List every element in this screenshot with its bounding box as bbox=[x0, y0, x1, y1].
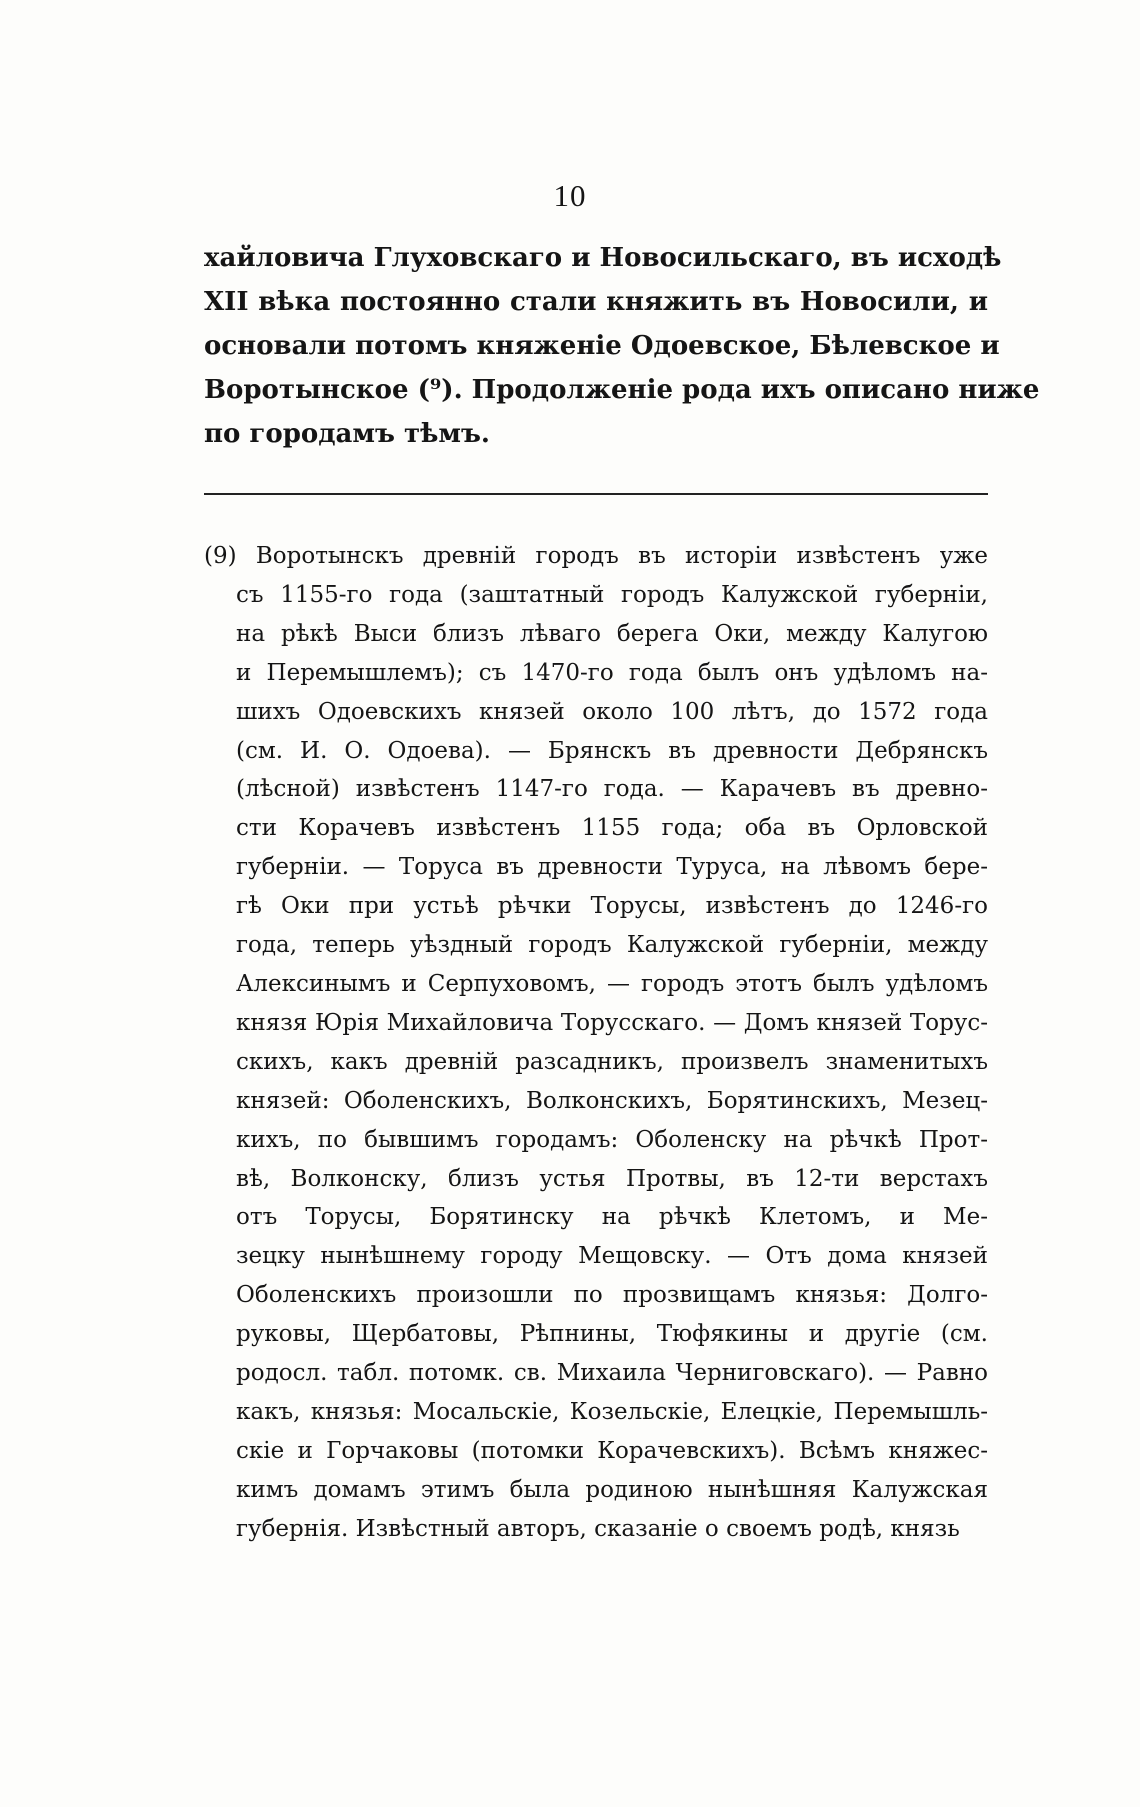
footnote-line: на рѣкѣ Выси близъ лѣваго берега Оки, между Калугою bbox=[236, 620, 988, 647]
footnote-line: кимъ домамъ этимъ была родиною нынѣшняя Калужская bbox=[236, 1476, 988, 1503]
footnote-line: вѣ, Волконску, близъ устья Протвы, въ 12-ти верстахъ bbox=[236, 1165, 988, 1192]
footnote-line: Оболенскихъ произошли по прозвищамъ князья: Долго- bbox=[236, 1282, 988, 1309]
footnote-line: руковы, Щербатовы, Рѣпнины, Тюфякины и другіе (см. bbox=[236, 1321, 988, 1348]
footnote-line: шихъ Одоевскихъ князей около 100 лѣтъ, до 1572 года bbox=[236, 698, 988, 725]
footnote-line: кихъ, по бывшимъ городамъ: Оболенску на рѣчкѣ Прот- bbox=[236, 1126, 988, 1153]
footnote-line: и Перемышлемъ); съ 1470-го года былъ онъ удѣломъ на- bbox=[236, 659, 988, 686]
footnote-line: скихъ, какъ древній разсадникъ, произвелъ знаменитыхъ bbox=[236, 1048, 988, 1075]
footnote-line: (9) Воротынскъ древній городъ въ исторіи извѣстенъ уже bbox=[204, 543, 988, 569]
main-text-line: Воротынское (⁹). Продолженіе рода ихъ описано ниже bbox=[204, 375, 1040, 405]
footnote-block bbox=[204, 537, 988, 1549]
footnote-line: сти Корачевъ извѣстенъ 1155 года; оба въ Орловской bbox=[236, 815, 988, 842]
footnote-line: скіе и Горчаковы (потомки Корачевскихъ). Всѣмъ княжес- bbox=[236, 1437, 988, 1464]
footnote-line: (см. И. О. Одоева). — Брянскъ въ древности Дебрянскъ bbox=[236, 737, 988, 764]
footnote-line: какъ, князья: Мосальскіе, Козельскіе, Елецкіе, Перемышль- bbox=[236, 1398, 988, 1425]
footnote-line: (лѣсной) извѣстенъ 1147-го года. — Карачевъ въ древно- bbox=[236, 776, 988, 803]
main-text-line: основали потомъ княженіе Одоевское, Бѣлевское и bbox=[204, 331, 1000, 361]
main-text-line: по городамъ тѣмъ. bbox=[204, 419, 490, 449]
footnote-separator-rule bbox=[204, 493, 988, 495]
footnote-line: Алексинымъ и Серпуховомъ, — городъ этотъ былъ удѣломъ bbox=[236, 970, 988, 997]
footnote-line: родосл. табл. потомк. св. Михаила Черниговскаго). — Равно bbox=[236, 1360, 988, 1387]
footnote-line: зецку нынѣшнему городу Мещовску. — Отъ дома князей bbox=[236, 1243, 988, 1270]
main-text-line: хайловича Глуховскаго и Новосильскаго, въ исходѣ bbox=[204, 243, 1002, 273]
footnote-line: губернія. Извѣстный авторъ, сказаніе о своемъ родѣ, князь bbox=[236, 1515, 960, 1542]
footnote-line: гѣ Оки при устьѣ рѣчки Торусы, извѣстенъ до 1246-го bbox=[236, 893, 988, 920]
footnote-line: князей: Оболенскихъ, Волконскихъ, Борятинскихъ, Мезец- bbox=[236, 1087, 988, 1114]
footnote-line: отъ Торусы, Борятинску на рѣчкѣ Клетомъ, и Ме- bbox=[236, 1204, 988, 1231]
main-text-line: XII вѣка постоянно стали княжить въ Новосили, и bbox=[204, 287, 988, 317]
footnote-line: князя Юрія Михайловича Торусскаго. — Домъ князей Торус- bbox=[236, 1009, 988, 1036]
page-number: 10 bbox=[553, 178, 587, 213]
footnote-line: съ 1155-го года (заштатный городъ Калужской губерніи, bbox=[236, 581, 988, 608]
footnote-line: года, теперь уѣздный городъ Калужской губерніи, между bbox=[236, 932, 988, 959]
footnote-line: губерніи. — Торуса въ древности Туруса, на лѣвомъ бере- bbox=[236, 854, 988, 881]
main-paragraph bbox=[204, 236, 1040, 456]
